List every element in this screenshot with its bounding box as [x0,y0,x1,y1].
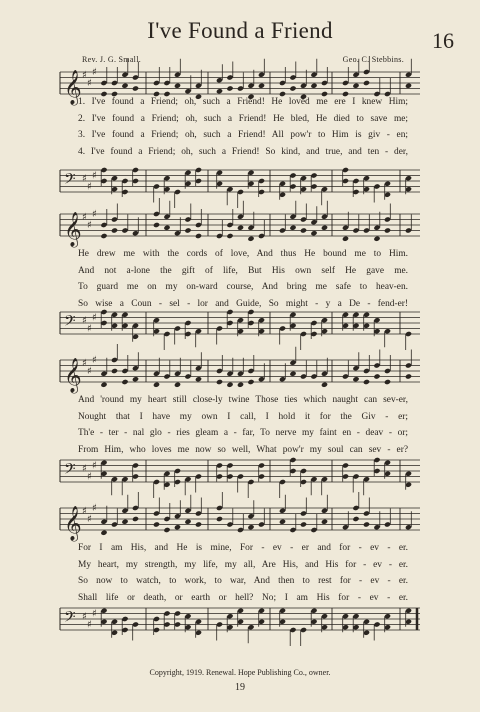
notehead [352,83,359,89]
sharp-icon: ♯ [82,611,87,623]
sharp-icon: ♯ [87,78,92,89]
notehead [226,382,233,388]
sharp-icon: ♯ [87,323,92,335]
notehead [310,83,317,89]
sharp-icon: ♯ [92,503,97,514]
sharp-icon: ♯ [87,471,92,483]
notehead [384,379,391,385]
notehead [174,524,181,530]
lyric-line: From Him, who loves me now so well, What pow'r my soul can sev - er? [78,444,408,455]
treble-staff-graphic-3 [60,352,420,397]
sharp-icon: ♯ [82,357,87,369]
notehead [279,519,286,525]
lyric-line: Nought that I have my own I call, I hold it for the Giv - er; [78,411,408,422]
sharp-icon: ♯ [82,505,87,517]
notehead [132,376,139,382]
hymn-number: 16 [432,28,454,53]
bass-staff-graphic-4 [60,600,420,640]
bass-staff-graphic-2 [60,304,420,344]
sharp-icon: ♯ [82,463,87,475]
notehead [289,85,296,91]
notehead [342,236,349,242]
notehead [321,382,328,388]
notehead [195,233,202,239]
treble-clef-icon: 𝄞 [64,212,82,247]
notehead [153,222,160,228]
copyright-notice: Copyright, 1919. Renewal. Hope Publishing Co., owner. [149,668,331,677]
notehead [195,521,202,527]
hymn-title: I've Found a Friend [147,18,333,43]
bass-staff-graphic-1 [60,162,420,202]
sharp-icon: ♯ [87,514,92,525]
notehead [184,519,191,525]
notehead [153,521,160,527]
treble-staff-graphic-2 [60,206,420,251]
notehead [247,524,254,530]
bass-staff-graphic-3 [60,452,420,492]
lyric-line: 2. I've found a Friend; oh, such a Friend! He bled, He died to save me; [78,113,408,124]
notehead [258,83,265,89]
lyrics-system-4 [78,540,408,606]
notehead [226,85,233,91]
notehead [321,225,328,231]
notehead [247,236,254,242]
sharp-icon: ♯ [92,460,97,472]
sharp-icon: ♯ [82,173,87,185]
treble-clef-icon: 𝄞 [64,70,82,105]
lyric-line: And not a-lone the gift of life, But His own self He gave me. [78,265,408,276]
treble-clef-icon: 𝄞 [64,506,82,541]
notehead [384,227,391,233]
notehead [184,227,191,233]
sharp-icon: ♯ [82,211,87,223]
notehead [111,368,118,374]
notehead [363,521,370,527]
notehead [121,83,128,89]
page-number: 19 [235,682,245,693]
notehead [121,379,128,385]
bass-clef-icon: 𝄢 [64,460,76,482]
notehead [132,85,139,91]
lyricist-credit: Rev. J. G. Small. [82,55,142,64]
sharp-icon: ♯ [92,170,97,182]
treble-staff-graphic-4 [60,500,420,545]
sharp-icon: ♯ [82,69,87,81]
notehead [321,519,328,525]
notehead [216,379,223,385]
lyric-line: To guard me on my on-ward course, And bring me safe to heav-en. [78,282,408,292]
notehead [289,225,296,231]
notehead [163,527,170,533]
lyric-line: My heart, my strength, my life, my all, Are His, and His for - ev - er. [78,559,408,570]
notehead [300,521,307,527]
notehead [153,382,160,388]
lyric-line: For I am His, and He is mine, For - ev - er and for - ev - er. [78,543,408,553]
notehead [100,530,107,536]
lyric-line: 1. I've found a Friend; oh, such a Friend! He loved me ere I knew Him; [78,97,408,107]
notehead [195,376,202,382]
notehead [300,227,307,233]
lyric-line: So now to watch, to work, to war, And then to rest for - ev - er. [78,576,408,586]
lyrics-system-2 [78,246,408,312]
notehead [100,382,107,388]
notehead [405,83,412,89]
notehead [100,233,107,239]
notehead [373,373,380,379]
lyric-line: He drew me with the cords of love, And thus He bound me to Him. [78,249,408,259]
notehead [111,227,118,233]
lyric-line: 4. I've found a Friend; oh, such a Friend! So kind, and true, and ten - der, [78,146,408,157]
notehead [363,379,370,385]
notehead [352,376,359,382]
notehead [373,236,380,242]
lyric-line: Shall life or death, or earth or hell? No; I am His for - ev - er. [78,592,408,603]
bass-clef-icon: 𝄢 [64,170,76,192]
lyric-line: 3. I've found a Friend; oh, such a Friend! All pow'r to Him is giv - en; [78,130,408,140]
sharp-icon: ♯ [92,355,97,366]
sharp-icon: ♯ [92,209,97,220]
lyric-line: Th'e - ter - nal glo - ries gleam a - far, To nerve my faint en - deav - or; [78,428,408,438]
bass-clef-icon: 𝄢 [64,312,76,334]
sharp-icon: ♯ [87,181,92,193]
notehead [405,373,412,379]
notehead [174,83,181,89]
sharp-icon: ♯ [87,366,92,377]
notehead [132,516,139,522]
notehead [352,516,359,522]
notehead [174,382,181,388]
lyric-line: So wise a Coun - sel - lor and Guide, So might - y a De - fend-er! [78,298,408,309]
treble-clef-icon: 𝄞 [64,358,82,393]
sharp-icon: ♯ [82,315,87,327]
sharp-icon: ♯ [87,619,92,631]
sharp-icon: ♯ [87,220,92,231]
notehead [121,519,128,525]
sharp-icon: ♯ [92,67,97,78]
sharp-icon: ♯ [92,312,97,324]
composer-credit: Geo. C. Stebbins. [342,55,404,64]
notehead [216,516,223,522]
notehead [247,379,254,385]
bass-clef-icon: 𝄢 [64,608,76,630]
lyrics-system-3 [78,392,408,458]
notehead [310,230,317,236]
notehead [237,225,244,231]
notehead [363,80,370,86]
notehead [226,233,233,239]
notehead [237,382,244,388]
notehead [289,371,296,377]
sharp-icon: ♯ [92,608,97,620]
notehead [163,225,170,231]
lyric-line: And 'round my heart still close-ly twine Those ties which naught can sev-er, [78,395,408,405]
lyrics-system-1 [78,94,408,160]
